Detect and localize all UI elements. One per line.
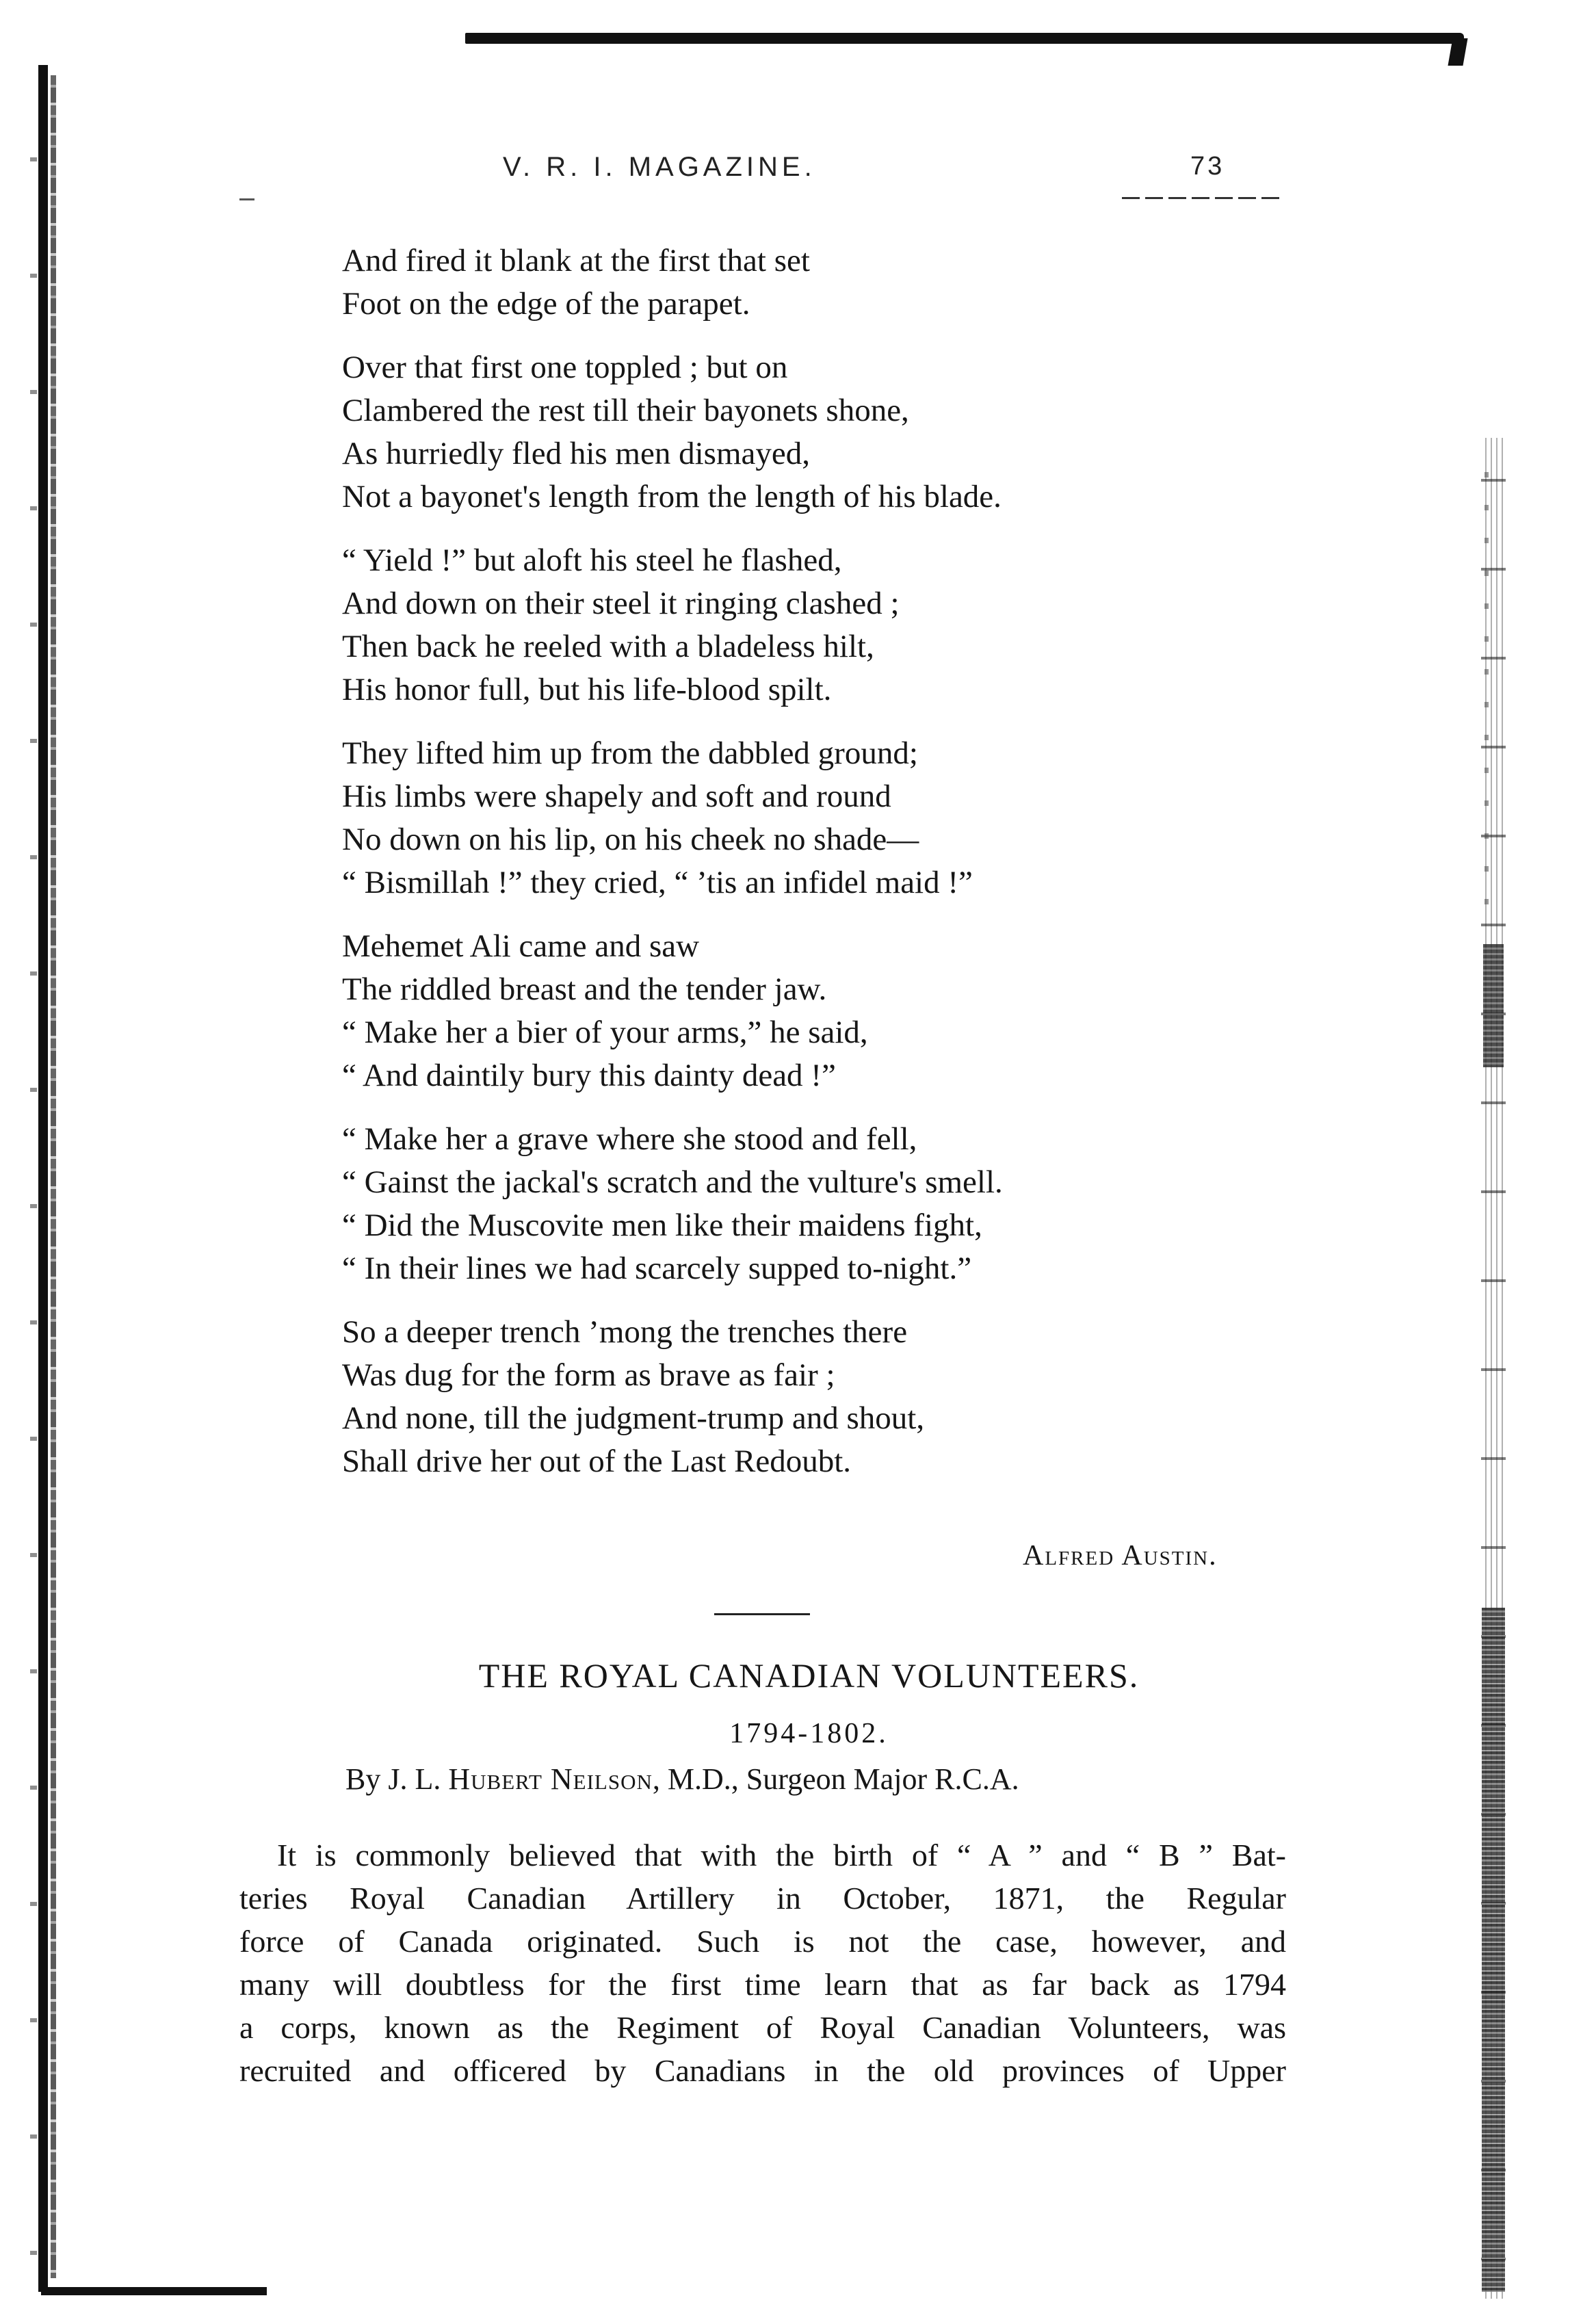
verse-line: So a deeper trench ’mong the trenches there bbox=[342, 1314, 908, 1350]
paragraph-line: many will doubtless for the first time learn that as far back as 1794 bbox=[239, 1967, 1286, 2002]
paragraph-line: a corps, known as the Regiment of Royal Canadian Volunteers, was bbox=[239, 2010, 1286, 2045]
verse-line: “ Did the Muscovite men like their maidens fight, bbox=[342, 1207, 982, 1243]
verse-line: His honor full, but his life-blood spilt. bbox=[342, 672, 832, 707]
paragraph-line: force of Canada originated. Such is not the case, however, and bbox=[239, 1924, 1286, 1959]
section-divider bbox=[714, 1613, 810, 1615]
paragraph-line: recruited and officered by Canadians in the old provinces of Upper bbox=[239, 2053, 1286, 2088]
byline-suffix: , M.D., Surgeon Major R.C.A. bbox=[652, 1762, 1019, 1796]
poem-author: Alfred Austin. bbox=[1023, 1540, 1218, 1571]
article-years: 1794-1802. bbox=[729, 1718, 889, 1749]
scan-edge-left-specks bbox=[30, 96, 37, 2271]
verse-line: Foot on the edge of the parapet. bbox=[342, 286, 750, 322]
verse-line: “ Yield !” but aloft his steel he flashed, bbox=[342, 543, 842, 578]
verse-line: The riddled breast and the tender jaw. bbox=[342, 971, 827, 1007]
verse-line: “ In their lines we had scarcely supped to-night.” bbox=[342, 1251, 972, 1286]
scan-edge-top bbox=[465, 33, 1464, 44]
verse-line: “ Make her a bier of your arms,” he said, bbox=[342, 1015, 868, 1050]
verse-line: Then back he reeled with a bladeless hilt, bbox=[342, 629, 874, 664]
verse-line: And down on their steel it ringing clashed ; bbox=[342, 586, 900, 621]
header-rule-right bbox=[1122, 197, 1279, 199]
article-title: THE ROYAL CANADIAN VOLUNTEERS. bbox=[478, 1656, 1140, 1695]
paragraph-line: teries Royal Canadian Artillery in October, 1871, the Regular bbox=[239, 1881, 1286, 1916]
verse-line: Clambered the rest till their bayonets shone, bbox=[342, 393, 909, 428]
poem-stanza bbox=[342, 1311, 1313, 1483]
poem-stanza bbox=[342, 346, 1313, 519]
verse-line: Over that first one toppled ; but on bbox=[342, 350, 788, 385]
verse-line: No down on his lip, on his cheek no shade— bbox=[342, 822, 919, 857]
scan-edge-right-dark-strip bbox=[1482, 1608, 1505, 2292]
header-rule-left bbox=[239, 198, 254, 200]
verse-line: And none, till the judgment-trump and shout, bbox=[342, 1400, 925, 1436]
running-head: V. R. I. MAGAZINE. bbox=[503, 152, 816, 182]
poem-stanza bbox=[342, 1118, 1313, 1290]
byline-name: Hubert Neilson bbox=[448, 1762, 653, 1796]
scan-edge-right-dark-patch bbox=[1483, 944, 1504, 1067]
verse-line: Was dug for the form as brave as fair ; bbox=[342, 1357, 835, 1393]
poem-stanza bbox=[342, 239, 1313, 326]
article-byline bbox=[345, 1762, 1019, 1797]
byline-prefix: By J. L. bbox=[345, 1762, 449, 1796]
scan-edge-left bbox=[38, 65, 48, 2292]
poem bbox=[342, 239, 1313, 1504]
verse-line: “ Gainst the jackal's scratch and the vulture's smell. bbox=[342, 1164, 1003, 1200]
verse-line: Shall drive her out of the Last Redoubt. bbox=[342, 1444, 852, 1479]
poem-stanza bbox=[342, 925, 1313, 1097]
verse-line: His limbs were shapely and soft and round bbox=[342, 779, 891, 814]
scan-edge-right-specks bbox=[1484, 445, 1489, 924]
verse-line: Mehemet Ali came and saw bbox=[342, 928, 700, 964]
poem-stanza bbox=[342, 732, 1313, 904]
verse-line: “ Make her a grave where she stood and fell, bbox=[342, 1121, 917, 1157]
scan-edge-left-texture bbox=[51, 75, 56, 2278]
poem-stanza bbox=[342, 539, 1313, 711]
article-paragraph bbox=[239, 1833, 1286, 2092]
verse-line: “ Bismillah !” they cried, “ ’tis an infidel maid !” bbox=[342, 865, 973, 900]
verse-line: As hurriedly fled his men dismayed, bbox=[342, 436, 810, 471]
verse-line: Not a bayonet's length from the length of his blade. bbox=[342, 479, 1002, 514]
paragraph-line: It is commonly believed that with the birth of “ A ” and “ B ” Bat- bbox=[277, 1838, 1286, 1872]
verse-line: And fired it blank at the first that set bbox=[342, 243, 810, 278]
scan-edge-bottom bbox=[41, 2287, 267, 2295]
page-number: 73 bbox=[1190, 152, 1225, 181]
verse-line: They lifted him up from the dabbled ground; bbox=[342, 735, 918, 771]
verse-line: “ And daintily bury this dainty dead !” bbox=[342, 1058, 836, 1093]
